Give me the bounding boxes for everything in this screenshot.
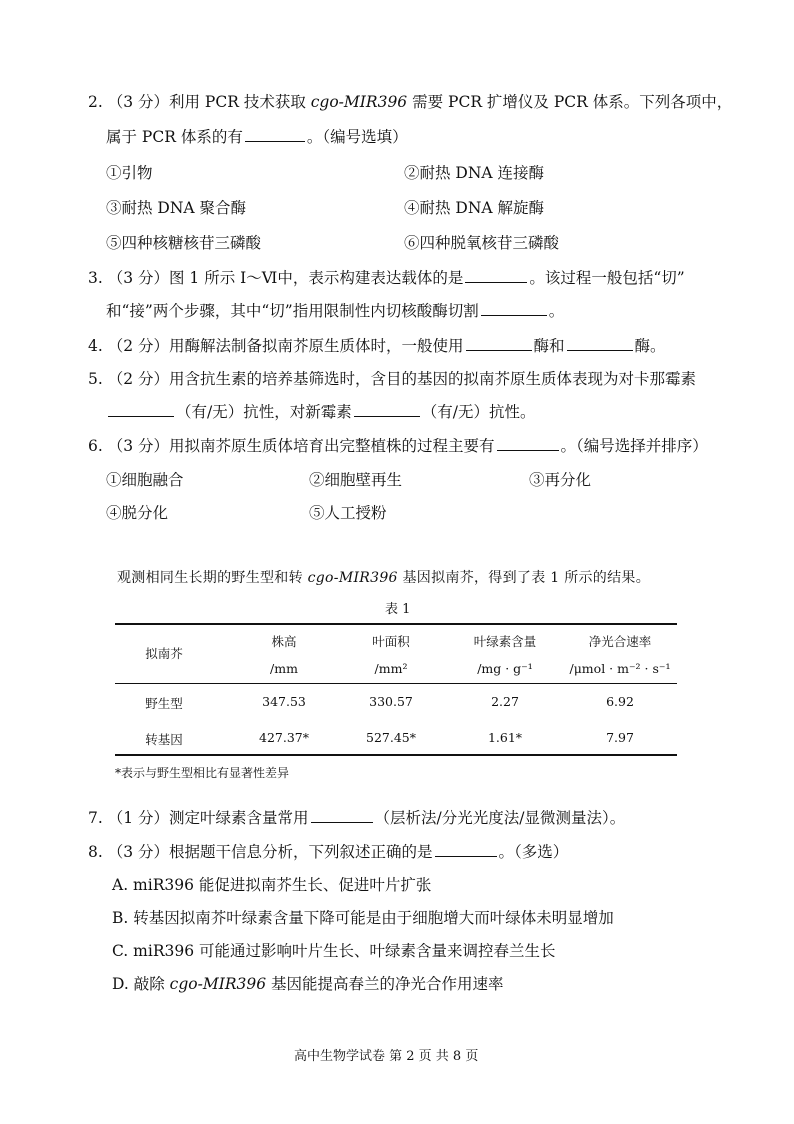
table-cell: 1.61*	[487, 730, 523, 745]
q8-text-b: 。（多选）	[498, 843, 569, 861]
q2-option-6: ⑥四种脱氧核苷三磷酸	[404, 234, 560, 252]
q2-text-b: 需要 PCR 扩增仪及 PCR 体系。下列各项中，	[407, 93, 733, 111]
q2-option-5: ⑤四种核糖核苷三磷酸	[106, 234, 262, 252]
q8-option-d-text-a: D. 敲除	[112, 975, 170, 993]
table-row-header: 拟南芥	[145, 646, 183, 661]
column-header-name: 株高	[271, 634, 297, 649]
table-note: *表示与野生型相比有显著性差异	[115, 766, 290, 780]
q8-option-c: C. miR396 可能通过影响叶片生长、叶绿素含量来调控春兰生长	[112, 942, 556, 960]
q3-text-c: 和“接”两个步骤，其中“切”指用限制性内切核酸酶切割	[106, 302, 479, 320]
column-header-unit: /μmol · m⁻² · s⁻¹	[569, 661, 671, 676]
q3-line1	[88, 266, 685, 288]
column-header-unit: /mg · g⁻¹	[477, 661, 533, 676]
q8-line	[88, 840, 568, 862]
q4-line	[88, 334, 666, 356]
q2-text-c: 属于 PCR 体系的有	[106, 128, 243, 146]
gene-name: cgo-MIR396	[307, 570, 398, 586]
q3-text-a: 3. （3 分）图 1 所示 Ⅰ～Ⅵ中，表示构建表达载体的是	[88, 269, 464, 287]
q2-text-a: 2. （3 分）利用 PCR 技术获取	[88, 93, 311, 111]
q2-option-3: ③耐热 DNA 聚合酶	[106, 199, 247, 217]
column-header-unit: /mm²	[374, 661, 408, 676]
q7-text-a: 7. （1 分）测定叶绿素含量常用	[88, 809, 309, 827]
q6-option-4: ④脱分化	[106, 504, 169, 522]
q3-answer-blank-1[interactable]	[465, 281, 527, 283]
q5-text-b: （有/无）抗性。	[421, 403, 536, 421]
table-intro	[117, 567, 650, 587]
q5-text-a: （有/无）抗性，对新霉素	[176, 403, 352, 421]
page-footer: 高中生物学试卷 第 2 页 共 8 页	[294, 1049, 479, 1064]
intro-text-b: 基因拟南芥，得到了表 1 所示的结果。	[397, 570, 651, 586]
table-cell: 2.27	[491, 694, 519, 709]
table-cell: 527.45*	[366, 730, 416, 745]
intro-text-a: 观测相同生长期的野生型和转	[117, 570, 308, 586]
q8-option-d-text-b: 基因能提高春兰的净光合作用速率	[266, 975, 504, 993]
q8-text-a: 8. （3 分）根据题干信息分析，下列叙述正确的是	[88, 843, 433, 861]
q6-text-a: 6. （3 分）用拟南芥原生质体培育出完整植株的过程主要有	[88, 437, 495, 455]
q5-line2	[106, 400, 535, 422]
q6-option-2: ②细胞壁再生	[309, 471, 403, 489]
q2-option-4: ④耐热 DNA 解旋酶	[404, 199, 545, 217]
q3-answer-blank-2[interactable]	[481, 314, 547, 316]
q7-answer-blank[interactable]	[311, 821, 373, 823]
q8-option-d	[112, 972, 504, 994]
q2-answer-blank[interactable]	[245, 140, 305, 142]
q2-option-2: ②耐热 DNA 连接酶	[404, 164, 545, 182]
q3-text-b: 。该过程一般包括“切”	[529, 269, 685, 287]
table-bottom-rule	[115, 754, 677, 756]
q2-text-d: 。（编号选填）	[306, 128, 408, 146]
column-header-name: 叶面积	[372, 634, 410, 649]
q2-option-1: ①引物	[106, 164, 153, 182]
column-header-name: 叶绿素含量	[473, 634, 537, 649]
q6-line	[88, 434, 708, 456]
q5-answer-blank-2[interactable]	[354, 415, 420, 417]
q4-text-b: 酶和	[533, 337, 565, 355]
gene-name: cgo-MIR396	[169, 975, 267, 993]
q2-line2	[106, 125, 408, 147]
q6-option-3: ③再分化	[529, 471, 592, 489]
q3-line2	[106, 299, 564, 321]
q8-answer-blank[interactable]	[435, 855, 497, 857]
q4-text-a: 4. （2 分）用酶解法制备拟南芥原生质体时，一般使用	[88, 337, 464, 355]
table-cell: 7.97	[606, 730, 634, 745]
table-caption: 表 1	[385, 602, 411, 617]
table-cell: 427.37*	[259, 730, 309, 745]
q6-answer-blank[interactable]	[497, 449, 559, 451]
table-cell: 330.57	[369, 694, 413, 709]
q5-answer-blank-1[interactable]	[108, 415, 174, 417]
q6-option-1: ①细胞融合	[106, 471, 184, 489]
gene-name: cgo-MIR396	[310, 93, 408, 111]
q4-answer-blank-1[interactable]	[466, 349, 532, 351]
q3-text-d: 。	[548, 302, 565, 320]
table-cell: 347.53	[262, 694, 306, 709]
table-cell: 6.92	[606, 694, 634, 709]
q4-text-c: 酶。	[634, 337, 666, 355]
q4-answer-blank-2[interactable]	[567, 349, 633, 351]
q6-text-b: 。（编号选择并排序）	[560, 437, 708, 455]
column-header-name: 净光合速率	[588, 634, 652, 649]
q7-text-b: （层析法/分光光度法/显微测量法）。	[374, 809, 626, 827]
table-header-rule	[115, 683, 677, 684]
table-top-rule	[115, 623, 677, 625]
q7-line	[88, 806, 625, 828]
table-row-label: 转基因	[145, 732, 183, 747]
q6-option-5: ⑤人工授粉	[309, 504, 387, 522]
column-header-unit: /mm	[270, 661, 298, 676]
q2-line1	[88, 90, 732, 112]
q8-option-a: A. miR396 能促进拟南芥生长、促进叶片扩张	[112, 876, 432, 894]
q5-line1: 5. （2 分）用含抗生素的培养基筛选时，含目的基因的拟南芥原生质体表现为对卡那霉素	[88, 370, 697, 388]
table-row-label: 野生型	[145, 696, 183, 711]
q8-option-b: B. 转基因拟南芥叶绿素含量下降可能是由于细胞增大而叶绿体未明显增加	[112, 909, 614, 927]
